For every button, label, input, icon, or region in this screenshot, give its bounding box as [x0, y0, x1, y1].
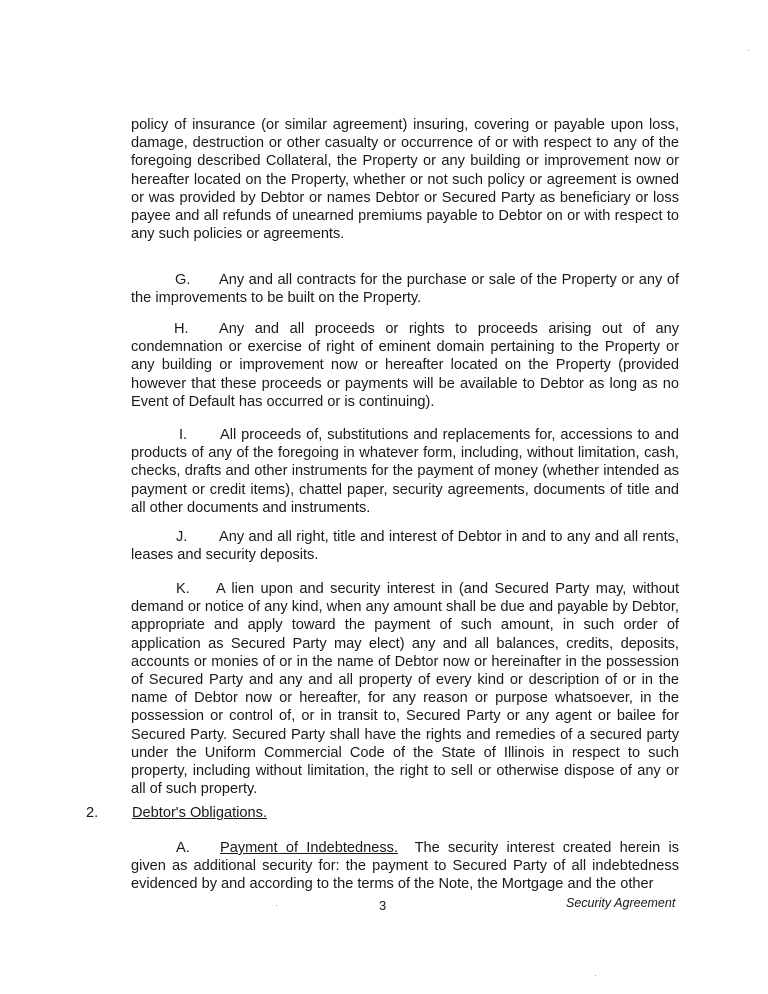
- paragraph-k: [131, 580, 679, 798]
- scan-speck: [276, 905, 277, 906]
- paragraph-j-text: Any and all right, title and interest of Debtor in and to any and all rents, leases and security deposits.: [131, 529, 679, 564]
- subsection-a-heading: Payment of Indebtedness.: [220, 840, 399, 856]
- paragraph-h-letter: H.: [174, 321, 189, 337]
- paragraph-g-text: Any and all contracts for the purchase or sale of the Property or any of the improvements to be built on the Property.: [131, 272, 679, 307]
- paragraph-insurance-continuation: policy of insurance (or similar agreement) insuring, covering or payable upon loss, damage, destruction or other casualty or occurrence of or with respect to any of the foregoing described Collateral, the Property or any building or improvement now or hereafter located on the Property, whether or not such policy or agreement is owned or was provided by Debtor or names Debtor or Secured Party as beneficiary or loss payee and all refunds of unearned premiums payable to Debtor on or with respect to any such policies or agreements.: [131, 117, 679, 243]
- section-number: 2.: [86, 805, 99, 821]
- scan-speck: [748, 50, 749, 51]
- paragraph-h-text: Any and all proceeds or rights to proceeds arising out of any condemnation or exercise of right of eminent domain pertaining to the Property or any building or improvement now or hereafter located on the Property (provided however that these proceeds or payments will be available to Debtor as long as no Event of Default has occurred or is continuing).: [131, 321, 679, 410]
- scan-speck: [595, 975, 596, 976]
- footer-document-title: Security Agreement: [566, 896, 676, 910]
- subsection-a-letter: A.: [176, 840, 190, 856]
- paragraph-i: [131, 426, 679, 517]
- paragraph-g-letter: G.: [175, 272, 191, 288]
- paragraph-i-letter: I.: [179, 427, 188, 443]
- paragraph-j-letter: J.: [176, 529, 188, 545]
- section-title: Debtor's Obligations.: [132, 805, 268, 821]
- paragraph-g: [131, 271, 679, 307]
- subsection-a-text: The security interest created herein is given as additional security for: the payment to Secured Party of all indebtedness evidenced by and according to the terms of the Note, the Mortgage and the other: [131, 840, 680, 893]
- paragraph-j: [131, 528, 679, 564]
- paragraph-k-letter: K.: [176, 581, 190, 597]
- paragraph-h: [131, 320, 679, 411]
- footer-page-number: 3: [379, 898, 387, 913]
- subsection-a-payment: [131, 839, 679, 894]
- paragraph-i-text: All proceeds of, substitutions and replacements for, accessions to and products of any of the foregoing in whatever form, including, without limitation, cash, checks, drafts and other instruments for the payment of money (whether intended as payment or credit items), chattel paper, security agreements, documents of title and all other documents and instruments.: [131, 427, 679, 516]
- paragraph-k-text: A lien upon and security interest in (and Secured Party may, without demand or notice of any kind, when any amount shall be due and payable by Debtor, appropriate and apply toward the payment of such amount, in such order of application as Secured Party may elect) any and all balances, credits, deposits, accounts or monies of or in the name of Debtor now or hereinafter in the possession of Secured Party and any and all property of every kind or description of or in the name of Debtor now or hereafter, for any reason or purpose whatsoever, in the possession or control of, or in transit to, Secured Party or any agent or bailee for Secured Party. Secured Party shall have the rights and remedies of a secured party under the Uniform Commercial Code of the State of Illinois in respect to such property, including without limitation, the right to sell or otherwise dispose of any or all of such property.: [131, 581, 679, 798]
